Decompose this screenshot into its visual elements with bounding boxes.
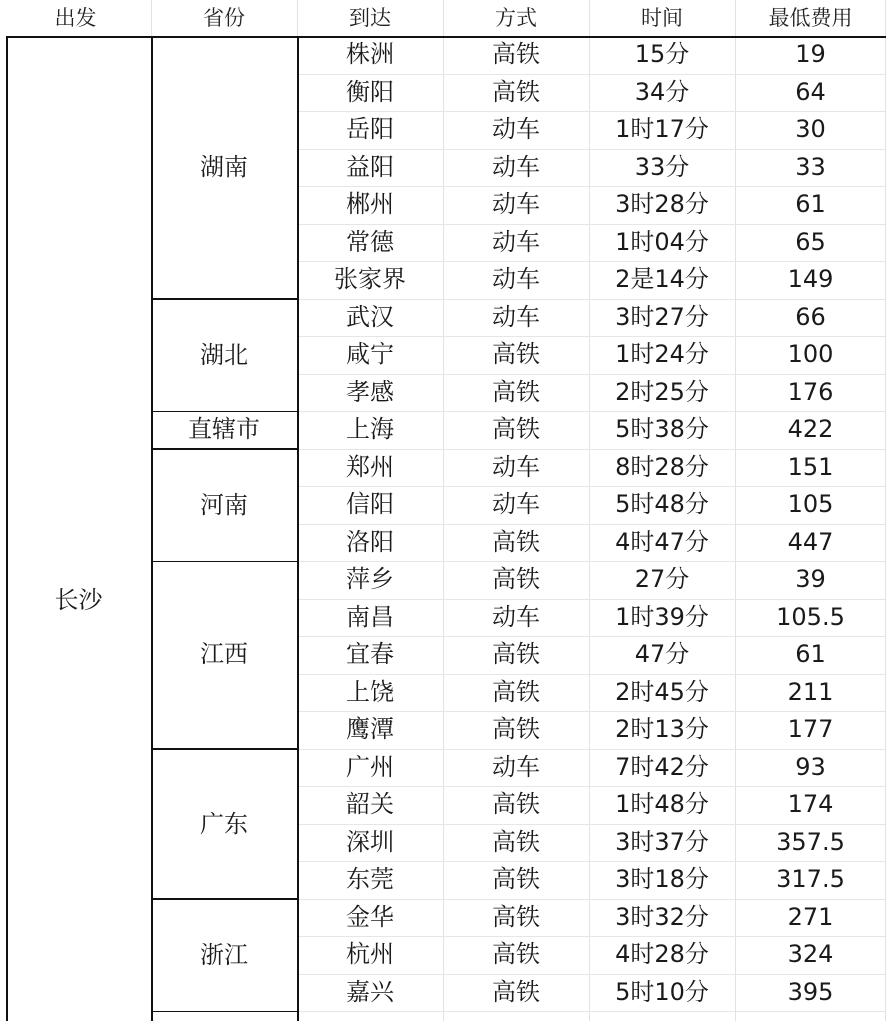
gridline-horizontal: [297, 1011, 886, 1012]
time-cell[interactable]: 4时28分: [615, 940, 709, 968]
gridline-vertical: [443, 0, 444, 36]
destination-cell[interactable]: 岳阳: [346, 115, 394, 143]
destination-cell[interactable]: 深圳: [346, 827, 394, 856]
destination-cell[interactable]: 嘉兴: [346, 977, 394, 1006]
mode-cell[interactable]: 高铁: [492, 340, 540, 368]
header-time[interactable]: 时间: [641, 6, 683, 30]
cost-cell[interactable]: 174: [787, 790, 834, 818]
time-cell[interactable]: 34分: [634, 77, 690, 106]
mode-cell[interactable]: 高铁: [492, 677, 540, 706]
mode-cell[interactable]: 高铁: [492, 977, 540, 1006]
province-cell[interactable]: 直辖市: [188, 415, 260, 443]
cost-cell[interactable]: 176: [787, 377, 834, 406]
mode-cell[interactable]: 高铁: [492, 77, 540, 106]
time-cell[interactable]: 47分: [634, 640, 690, 668]
time-cell[interactable]: 1时39分: [615, 602, 709, 631]
cost-cell[interactable]: 105.5: [776, 602, 845, 631]
time-cell[interactable]: 15分: [634, 40, 690, 68]
cost-cell[interactable]: 447: [787, 527, 834, 556]
mode-cell[interactable]: 高铁: [492, 865, 540, 893]
mode-cell[interactable]: 动车: [492, 152, 540, 181]
mode-cell[interactable]: 高铁: [492, 827, 540, 856]
gridline-vertical: [151, 0, 152, 36]
mode-cell[interactable]: 高铁: [492, 377, 540, 406]
destination-cell[interactable]: 上海: [346, 415, 394, 443]
time-cell[interactable]: 7时42分: [615, 752, 709, 781]
time-cell[interactable]: 2时13分: [615, 715, 709, 743]
province-cell[interactable]: 湖南: [200, 153, 248, 181]
destination-cell[interactable]: 益阳: [346, 152, 394, 181]
mode-cell[interactable]: 高铁: [492, 902, 540, 931]
destination-cell[interactable]: 南昌: [346, 602, 394, 631]
destination-cell[interactable]: 杭州: [346, 940, 394, 968]
cost-cell[interactable]: 61: [795, 190, 826, 218]
cost-cell[interactable]: 66: [795, 302, 826, 331]
time-cell[interactable]: 3时37分: [615, 827, 709, 856]
time-cell[interactable]: 1时24分: [615, 340, 709, 368]
destination-cell[interactable]: 上饶: [346, 677, 394, 706]
destination-cell[interactable]: 信阳: [346, 490, 394, 518]
destination-cell[interactable]: 郴州: [346, 190, 394, 218]
mode-cell[interactable]: 动车: [492, 265, 540, 293]
time-cell[interactable]: 3时27分: [615, 302, 709, 331]
mode-cell[interactable]: 高铁: [492, 640, 540, 668]
header-province[interactable]: 省份: [203, 6, 245, 30]
time-cell[interactable]: 4时47分: [615, 527, 709, 556]
cost-cell[interactable]: 19: [795, 40, 826, 68]
gridline-vertical: [297, 0, 298, 36]
province-cell[interactable]: 广东: [200, 809, 248, 838]
gridline-vertical: [735, 0, 736, 36]
destination-cell[interactable]: 咸宁: [346, 340, 394, 368]
time-cell[interactable]: 5时38分: [615, 415, 709, 443]
province-cell[interactable]: 江西: [200, 640, 248, 668]
destination-cell[interactable]: 常德: [346, 227, 394, 256]
cost-cell[interactable]: 105: [787, 490, 834, 518]
time-cell[interactable]: 27分: [634, 565, 690, 593]
destination-cell[interactable]: 株洲: [346, 40, 394, 68]
mode-cell[interactable]: 动车: [492, 227, 540, 256]
destination-cell[interactable]: 广州: [346, 752, 394, 781]
time-cell[interactable]: 2时25分: [615, 377, 709, 406]
header-min-cost[interactable]: 最低费用: [768, 6, 853, 30]
cost-cell[interactable]: 151: [787, 452, 834, 481]
mode-cell[interactable]: 高铁: [492, 565, 540, 593]
mode-cell[interactable]: 动车: [492, 115, 540, 143]
mode-cell[interactable]: 高铁: [492, 715, 540, 743]
header-destination[interactable]: 到达: [349, 6, 391, 30]
destination-cell[interactable]: 韶关: [346, 790, 394, 818]
cost-cell[interactable]: 149: [787, 265, 834, 293]
time-cell[interactable]: 1时17分: [615, 115, 709, 143]
cost-cell[interactable]: 317.5: [776, 865, 845, 893]
time-cell[interactable]: 1时04分: [615, 227, 709, 256]
cost-cell[interactable]: 324: [787, 940, 834, 968]
header-origin[interactable]: 出发: [54, 6, 97, 30]
header-mode[interactable]: 方式: [495, 6, 537, 30]
destination-cell[interactable]: 洛阳: [346, 527, 394, 556]
cost-cell[interactable]: 177: [787, 715, 834, 743]
province-border: [151, 1011, 298, 1013]
mode-cell[interactable]: 动车: [492, 602, 540, 631]
destination-cell[interactable]: 东莞: [346, 865, 394, 893]
mode-cell[interactable]: 动车: [492, 490, 540, 518]
cost-cell[interactable]: 422: [787, 415, 834, 443]
gridline-vertical: [589, 0, 590, 36]
mode-cell[interactable]: 高铁: [492, 790, 540, 818]
mode-cell[interactable]: 动车: [492, 302, 540, 331]
mode-cell[interactable]: 高铁: [492, 40, 540, 68]
cost-cell[interactable]: 395: [787, 977, 834, 1006]
destination-cell[interactable]: 张家界: [334, 265, 406, 293]
time-cell[interactable]: 8时28分: [615, 452, 709, 481]
cost-cell[interactable]: 64: [795, 77, 826, 106]
mode-cell[interactable]: 高铁: [492, 415, 540, 443]
destination-cell[interactable]: 郑州: [346, 452, 394, 481]
mode-cell[interactable]: 高铁: [492, 940, 540, 968]
time-cell[interactable]: 2是14分: [615, 265, 709, 293]
time-cell[interactable]: 1时48分: [615, 790, 709, 818]
destination-cell[interactable]: 鹰潭: [346, 715, 394, 743]
destination-cell[interactable]: 武汉: [346, 302, 394, 331]
time-cell[interactable]: 5时48分: [615, 490, 709, 518]
border-left: [6, 36, 8, 1021]
time-cell[interactable]: 2时45分: [615, 677, 709, 706]
time-cell[interactable]: 33分: [634, 152, 690, 181]
time-cell[interactable]: 3时32分: [615, 902, 709, 931]
cost-cell[interactable]: 39: [795, 565, 826, 593]
time-cell[interactable]: 3时18分: [615, 865, 709, 893]
cost-cell[interactable]: 93: [795, 752, 826, 781]
time-cell[interactable]: 5时10分: [615, 977, 709, 1006]
cost-cell[interactable]: 65: [795, 227, 826, 256]
destination-cell[interactable]: 萍乡: [346, 565, 394, 593]
cost-cell[interactable]: 271: [787, 902, 834, 931]
cost-cell[interactable]: 100: [787, 340, 834, 368]
origin-cell[interactable]: 长沙: [54, 586, 103, 614]
province-cell[interactable]: 湖北: [200, 340, 248, 369]
cost-cell[interactable]: 211: [787, 677, 834, 706]
province-cell[interactable]: 河南: [200, 490, 248, 519]
destination-cell[interactable]: 金华: [346, 902, 394, 931]
destination-cell[interactable]: 孝感: [346, 377, 394, 406]
time-cell[interactable]: 3时28分: [615, 190, 709, 218]
province-cell[interactable]: 浙江: [200, 940, 248, 969]
cost-cell[interactable]: 357.5: [776, 827, 845, 856]
cost-cell[interactable]: 30: [795, 115, 826, 143]
cost-cell[interactable]: 33: [795, 152, 826, 181]
cost-cell[interactable]: 61: [795, 640, 826, 668]
mode-cell[interactable]: 高铁: [492, 527, 540, 556]
mode-cell[interactable]: 动车: [492, 190, 540, 218]
mode-cell[interactable]: 动车: [492, 752, 540, 781]
destination-cell[interactable]: 衡阳: [346, 77, 394, 106]
mode-cell[interactable]: 动车: [492, 452, 540, 481]
destination-cell[interactable]: 宜春: [346, 640, 394, 668]
